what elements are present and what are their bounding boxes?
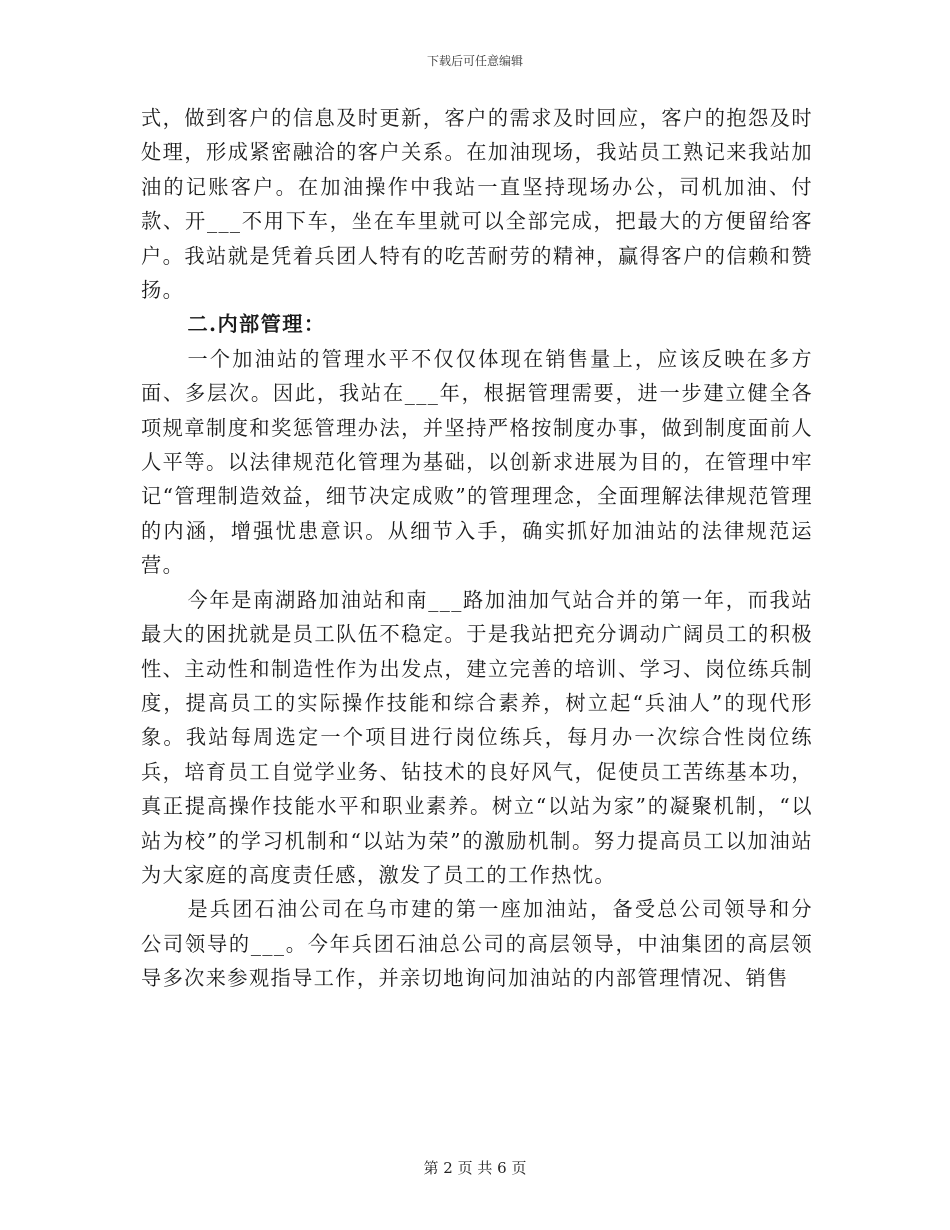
document-body xyxy=(141,101,813,996)
paragraph-leadership-visits: 是兵团石油公司在乌市建的第一座加油站，备受总公司领导和分公司领导的___。今年兵团石油总公司的高层领导，中油集团的高层领导多次来参观指导工作，并亲切地询问加油站的内部管理情况、销售 xyxy=(141,897,813,991)
section-heading: 二.内部管理： xyxy=(187,312,326,337)
paragraph-staff-training: 今年是南湖路加油站和南___路加油加气站合并的第一年，而我站最大的困扰就是员工队伍不稳定。于是我站把充分调动广阔员工的积极性、主动性和制造性作为出发点，建立完善的培训、学习、岗位练兵制度，提高员工的实际操作技能和综合素养，树立起“兵油人”的现代形象。我站每周选定一个项目进行岗位练兵，每月办一次综合性岗位练兵，培育员工自觉学业务、钻技术的良好风气，促使员工苦练基本功，真正提高操作技能水平和职业素养。树立“以站为家”的凝聚机制，“以站为校”的学习机制和“以站为荣”的激励机制。努力提高员工以加油站为大家庭的高度责任感，激发了员工的工作热忱。 xyxy=(141,587,813,887)
paragraph-internal-management: 一个加油站的管理水平不仅仅体现在销售量上，应该反映在多方面、多层次。因此，我站在___年，根据管理需要，进一步建立健全各项规章制度和奖惩管理办法，并坚持严格按制度办事，做到制度面前人人平等。以法律规范化管理为基础，以创新求进展为目的，在管理中牢记“管理制造效益，细节决定成败”的管理理念，全面理解法律规范管理的内涵，增强忧患意识。从细节入手，确实抓好加油站的法律规范运营。 xyxy=(141,346,813,578)
page-header: 下载后可任意编辑 xyxy=(426,54,523,68)
paragraph-continuation: 式，做到客户的信息及时更新，客户的需求及时回应，客户的抱怨及时处理，形成紧密融洽的客户关系。在加油现场，我站员工熟记来我站加油的记账客户。在加油操作中我站一直坚持现场办公，司机加油、付款、开___不用下车，坐在车里就可以全部完成，把最大的方便留给客户。我站就是凭着兵团人特有的吃苦耐劳的精神，赢得客户的信赖和赞扬。 xyxy=(141,106,813,303)
page-number: 第 2 页 共 6 页 xyxy=(423,1159,527,1177)
